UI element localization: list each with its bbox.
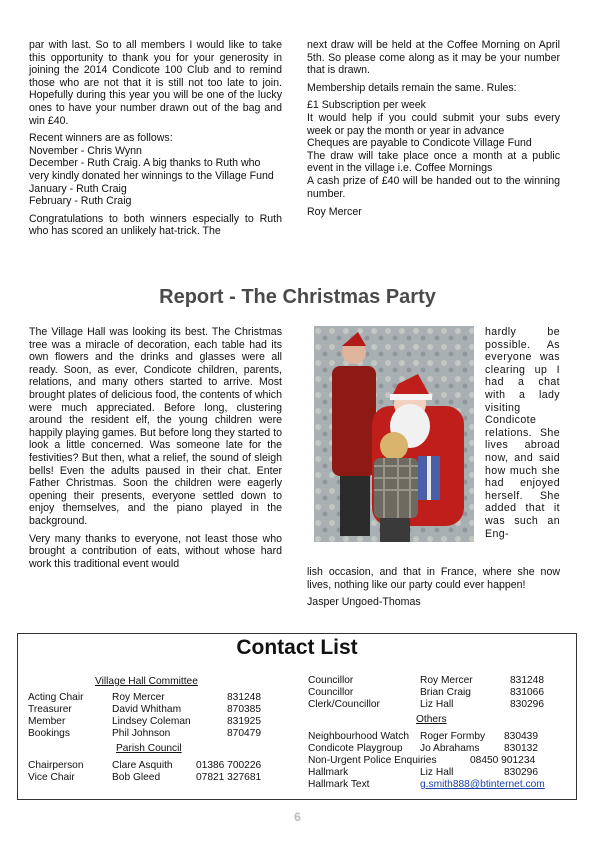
village-hall-heading: Village Hall Committee <box>95 676 198 687</box>
contact-name: Clare Asquith <box>112 760 173 771</box>
rule-item: £1 Subscription per week <box>307 99 426 112</box>
contact-role: Acting Chair <box>28 692 84 703</box>
contact-name: Bob Gleed <box>112 772 161 783</box>
contact-phone: 830132 <box>504 743 538 754</box>
contact-role: Clerk/Councillor <box>308 699 380 710</box>
report-paragraph: Very many thanks to everyone, not least those who brought a contribution of eats, without whose hard work this traditional event would <box>29 532 282 570</box>
contact-phone: 831248 <box>227 692 261 703</box>
contact-role: Councillor <box>308 675 354 686</box>
contact-phone: 07821 327681 <box>196 772 262 783</box>
club-article-right-column <box>307 39 560 219</box>
contact-phone: 830439 <box>504 731 538 742</box>
report-left-column <box>29 326 282 575</box>
contact-name: Lindsey Coleman <box>112 716 191 727</box>
contact-name: Liz Hall <box>420 699 454 710</box>
report-paragraph: lish occasion, and that in France, where she now lives, nothing like our party could ever happen! <box>307 566 560 591</box>
contact-list-title: Contact List <box>236 636 358 659</box>
report-wrap-column <box>485 326 560 545</box>
contact-name: Liz Hall <box>420 767 454 778</box>
contact-name: Roy Mercer <box>420 675 473 686</box>
winners-intro: Recent winners are as follows: <box>29 132 173 145</box>
report-title: Report - The Christmas Party <box>159 286 436 308</box>
contact-role: Bookings <box>28 728 70 739</box>
contact-name: Roy Mercer <box>112 692 165 703</box>
contact-role: Councillor <box>308 687 354 698</box>
contact-phone: 870479 <box>227 728 261 739</box>
contact-role: Member <box>28 716 66 727</box>
contact-role: Hallmark <box>308 767 349 778</box>
report-right-column <box>307 566 560 609</box>
contact-name: Brian Craig <box>420 687 471 698</box>
contact-phone: 831925 <box>227 716 261 727</box>
contact-phone: 830296 <box>510 699 544 710</box>
club-signoff: Roy Mercer <box>307 206 362 219</box>
winner-item: November - Chris Wynn <box>29 144 142 157</box>
contact-phone: 831248 <box>510 675 544 686</box>
contact-phone: 831066 <box>510 687 544 698</box>
page-number: 6 <box>294 810 301 824</box>
contact-email-link[interactable]: g.smith888@btinternet.com <box>420 779 545 790</box>
contact-role: Neighbourhood Watch <box>308 731 409 742</box>
contact-role: Vice Chair <box>28 772 75 783</box>
contact-phone: 830296 <box>504 767 538 778</box>
contact-role: Hallmark Text <box>308 779 370 790</box>
contact-list-box <box>17 633 577 800</box>
contact-role: Chairperson <box>28 760 84 771</box>
contact-name: Phil Johnson <box>112 728 171 739</box>
report-author: Jasper Ungoed-Thomas <box>307 596 421 609</box>
rule-item: A cash prize of £40 will be handed out to the winning number. <box>307 174 560 200</box>
rule-item: It would help if you could submit your subs every week or pay the month or year in advance <box>307 111 560 137</box>
contact-name: David Whitham <box>112 704 182 715</box>
others-heading: Others <box>416 714 447 725</box>
winner-item: February - Ruth Craig <box>29 195 132 208</box>
christmas-party-photo <box>314 326 474 542</box>
contact-phone: 01386 700226 <box>196 760 262 771</box>
rule-item: Cheques are payable to Condicote Village Fund <box>307 137 532 150</box>
contact-phone: 08450 901234 <box>470 755 536 766</box>
report-paragraph: hardly be possible. As everyone was clearing up I had a chat with a lady visiting Condicote relations. She lives abroad now, and said how much she had enjoyed herself. She added that it was such an Eng- <box>485 326 560 540</box>
santa-photo-illustration <box>314 326 474 542</box>
contact-name: Jo Abrahams <box>420 743 480 754</box>
winner-item: January - Ruth Craig <box>29 182 127 195</box>
winner-item: December - Ruth Craig. A big thanks to Ruth who very kindly donated her winnings to the Village Fund <box>29 157 274 182</box>
rules-intro: Membership details remain the same. Rules: <box>307 81 517 94</box>
contact-role: Non-Urgent Police Enquiries <box>308 755 437 766</box>
club-paragraph: next draw will be held at the Coffee Morning on April 5th. So please come along as it may be your number that is drawn. <box>307 39 560 77</box>
report-paragraph: The Village Hall was looking its best. The Christmas tree was a miracle of decoration, each table had its own flowers and the drinks and glasses were all ready. Soon, as ever, Condicote children, parents, relations, and many others started to arrive. Most brought plates of delicious food, the contents of which were much appreciated. Before long, clustering around the resident elf, the young children were happily playing games. But before long they started to look a little concerned. Was someone late for the festivities? But then, what a relief, the sound of sleigh bells! Even the adults paused in their chat. Enter Father Christmas. Soon the children were eagerly opening their presents, everyone settled down to enjoy themselves, and the piano played in the background. <box>29 326 282 527</box>
contact-role: Treasurer <box>28 704 72 715</box>
contact-role: Condicote Playgroup <box>308 743 403 754</box>
club-paragraph: Congratulations to both winners especially to Ruth who has scored an unlikely hat-trick. The <box>29 212 282 238</box>
rule-item: The draw will take place once a month at a public event in the village i.e. Coffee Mornings <box>307 149 560 175</box>
parish-council-heading: Parish Council <box>116 743 182 754</box>
contact-phone: 870385 <box>227 704 261 715</box>
club-article-left-column <box>29 39 282 243</box>
contact-name: Roger Formby <box>420 731 486 742</box>
club-paragraph: par with last. So to all members I would like to take this opportunity to thank you for your generosity in joining the 2014 Condicote 100 Club and to remind those who are not that it is still not too late to join. Hopefully during this year you will be one of the lucky ones to have your number drawn out of the bag and win £40. <box>29 39 282 127</box>
